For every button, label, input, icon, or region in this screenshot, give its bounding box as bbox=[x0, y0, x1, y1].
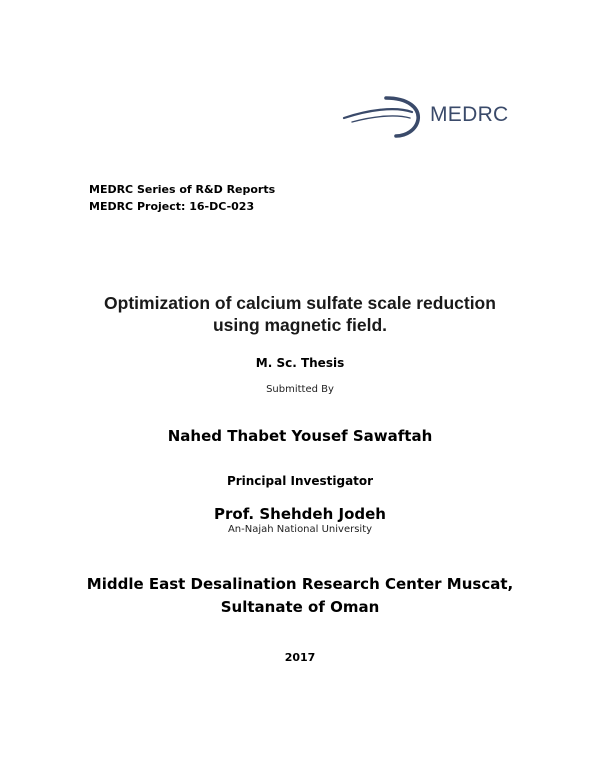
report-title bbox=[0, 292, 600, 336]
submitted-by-label: Submitted By bbox=[266, 384, 334, 395]
organization bbox=[0, 573, 600, 619]
series-info bbox=[89, 181, 275, 215]
organization-line-2: Sultanate of Oman bbox=[220, 598, 380, 616]
publication-year: 2017 bbox=[284, 651, 316, 664]
principal-investigator-name: Prof. Shehdeh Jodeh bbox=[214, 505, 386, 523]
principal-investigator-label: Principal Investigator bbox=[226, 474, 374, 488]
medrc-logo-text: MEDRC bbox=[430, 103, 509, 126]
medrc-emblem-icon bbox=[340, 92, 426, 140]
degree-label: M. Sc. Thesis bbox=[255, 356, 345, 370]
report-title-line-1: Optimization of calcium sulfate scale reduction bbox=[104, 293, 496, 313]
medrc-logo bbox=[340, 92, 510, 140]
report-title-line-2: using magnetic field. bbox=[212, 315, 388, 335]
project-number: MEDRC Project: 16-DC-023 bbox=[89, 200, 255, 213]
series-name: MEDRC Series of R&D Reports bbox=[89, 183, 276, 196]
organization-line-1: Middle East Desalination Research Center Muscat, bbox=[86, 575, 514, 593]
author-name: Nahed Thabet Yousef Sawaftah bbox=[167, 427, 433, 445]
principal-investigator-affiliation: An-Najah National University bbox=[227, 524, 373, 535]
